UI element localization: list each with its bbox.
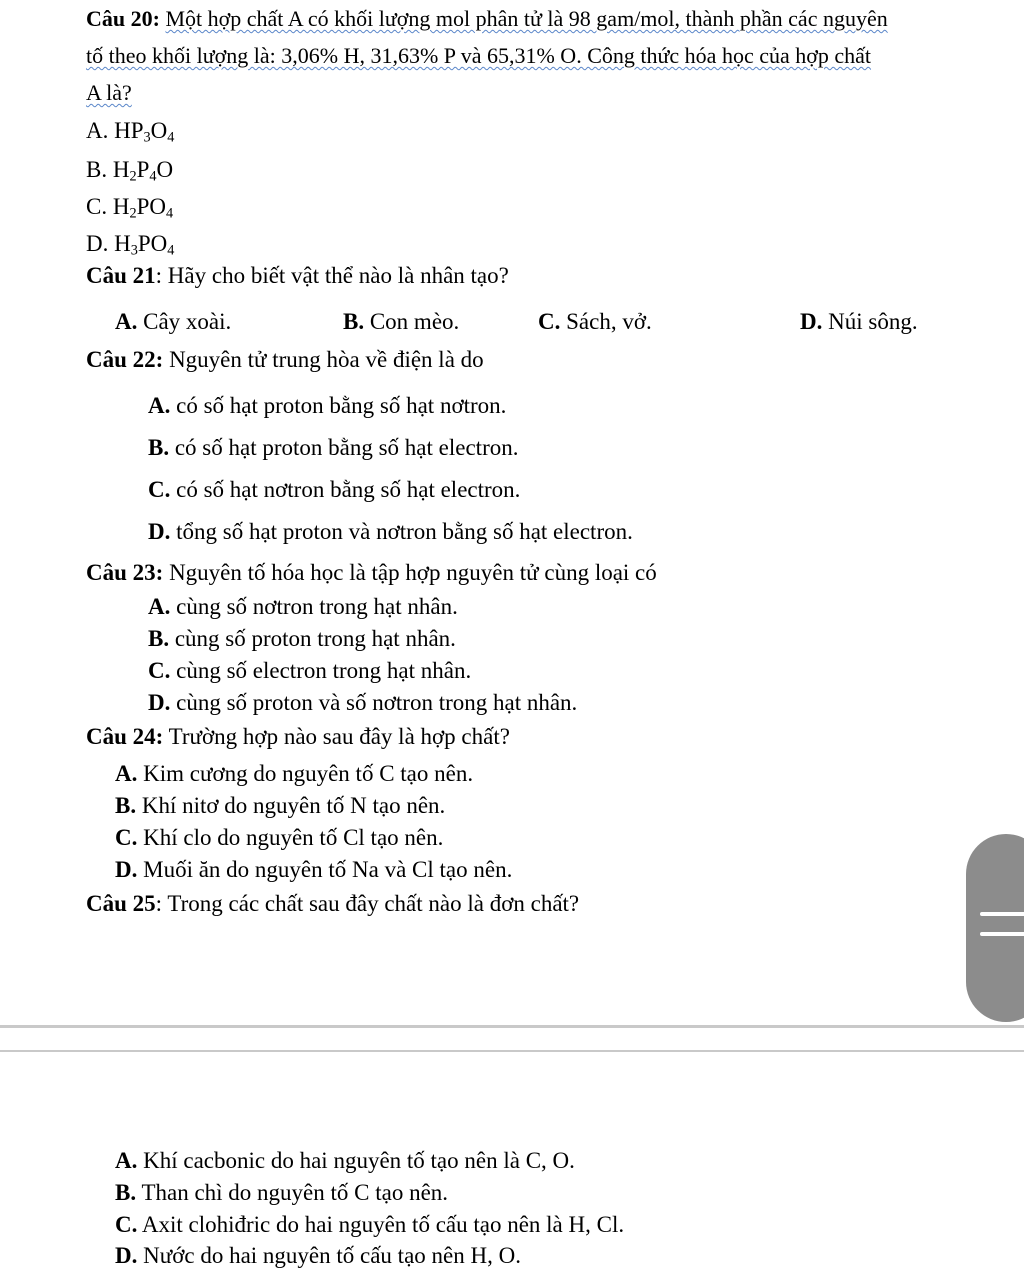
- q21-option-c[interactable]: C. Sách, vở.: [538, 309, 652, 334]
- q21-number: Câu 21: [86, 263, 156, 288]
- q20-option-c[interactable]: C. $H_2PO_4$: [86, 194, 174, 222]
- q21-option-d[interactable]: D. Núi sông.: [800, 309, 918, 334]
- q22-option-d[interactable]: D. tổng số hạt proton và nơtron bằng số hạt electron.: [148, 519, 633, 544]
- q24-number: Câu 24:: [86, 724, 164, 749]
- q23-question: Câu 23: Nguyên tố hóa học là tập hợp nguyên tử cùng loại có: [86, 560, 657, 585]
- page-divider-bottom: [0, 1050, 1024, 1052]
- q25-number: Câu 25: [86, 891, 156, 916]
- q22-option-b[interactable]: B. có số hạt proton bằng số hạt electron.: [148, 435, 519, 460]
- q20-line2: tố theo khối lượng là: 3,06% H, 31,63% P và 65,31% O. Công thức hóa học của hợp chất: [86, 43, 872, 68]
- q23-option-a[interactable]: A. cùng số nơtron trong hạt nhân.: [148, 594, 458, 619]
- q20-line1: Câu 20: Một hợp chất A có khối lượng mol phân tử là 98 gam/mol, thành phần các nguyên: [86, 6, 888, 31]
- grip-line-icon: [980, 932, 1024, 936]
- q24-option-c[interactable]: C. Khí clo do nguyên tố Cl tạo nên.: [115, 825, 444, 850]
- q25-question: Câu 25: Trong các chất sau đây chất nào là đơn chất?: [86, 891, 580, 916]
- q24-question: Câu 24: Trường hợp nào sau đây là hợp chất?: [86, 724, 510, 749]
- q25-option-a[interactable]: A. Khí cacbonic do hai nguyên tố tạo nên là C, O.: [115, 1148, 575, 1173]
- q23-option-c[interactable]: C. cùng số electron trong hạt nhân.: [148, 658, 472, 683]
- q24-option-d[interactable]: D. Muối ăn do nguyên tố Na và Cl tạo nên.: [115, 857, 513, 882]
- q20-option-d[interactable]: D. $H_3PO_4$: [86, 231, 175, 259]
- q20-line3: A là?: [86, 80, 132, 105]
- q22-option-c[interactable]: C. có số hạt nơtron bằng số hạt electron.: [148, 477, 521, 502]
- q23-option-d[interactable]: D. cùng số proton và số nơtron trong hạt nhân.: [148, 690, 578, 715]
- q24-option-a[interactable]: A. Kim cương do nguyên tố C tạo nên.: [115, 761, 474, 786]
- q22-number: Câu 22:: [86, 347, 164, 372]
- q21-option-b[interactable]: B. Con mèo.: [343, 309, 460, 334]
- page-divider-top: [0, 1025, 1024, 1028]
- q22-option-a[interactable]: A. có số hạt proton bằng số hạt nơtron.: [148, 393, 507, 418]
- q21-question: Câu 21: Hãy cho biết vật thể nào là nhân tạo?: [86, 263, 509, 288]
- q23-option-b[interactable]: B. cùng số proton trong hạt nhân.: [148, 626, 456, 651]
- q25-option-b[interactable]: B. Than chì do nguyên tố C tạo nên.: [115, 1180, 449, 1205]
- q22-question: Câu 22: Nguyên tử trung hòa về điện là do: [86, 347, 484, 372]
- q23-number: Câu 23:: [86, 560, 164, 585]
- q21-option-a[interactable]: A. Cây xoài.: [115, 309, 232, 334]
- q24-option-b[interactable]: B. Khí nitơ do nguyên tố N tạo nên.: [115, 793, 446, 818]
- grip-line-icon: [980, 912, 1024, 916]
- scroll-handle[interactable]: [966, 834, 1024, 1022]
- q25-option-d[interactable]: D. Nước do hai nguyên tố cấu tạo nên H, O.: [115, 1243, 521, 1268]
- q20-number: Câu 20:: [86, 6, 160, 31]
- q20-option-a[interactable]: A. $HP_3O_4$: [86, 118, 175, 146]
- q20-option-b[interactable]: B. $H_2P_4O$: [86, 157, 174, 185]
- q25-option-c[interactable]: C. Axit clohiđric do hai nguyên tố cấu tạo nên là H, Cl.: [115, 1212, 625, 1237]
